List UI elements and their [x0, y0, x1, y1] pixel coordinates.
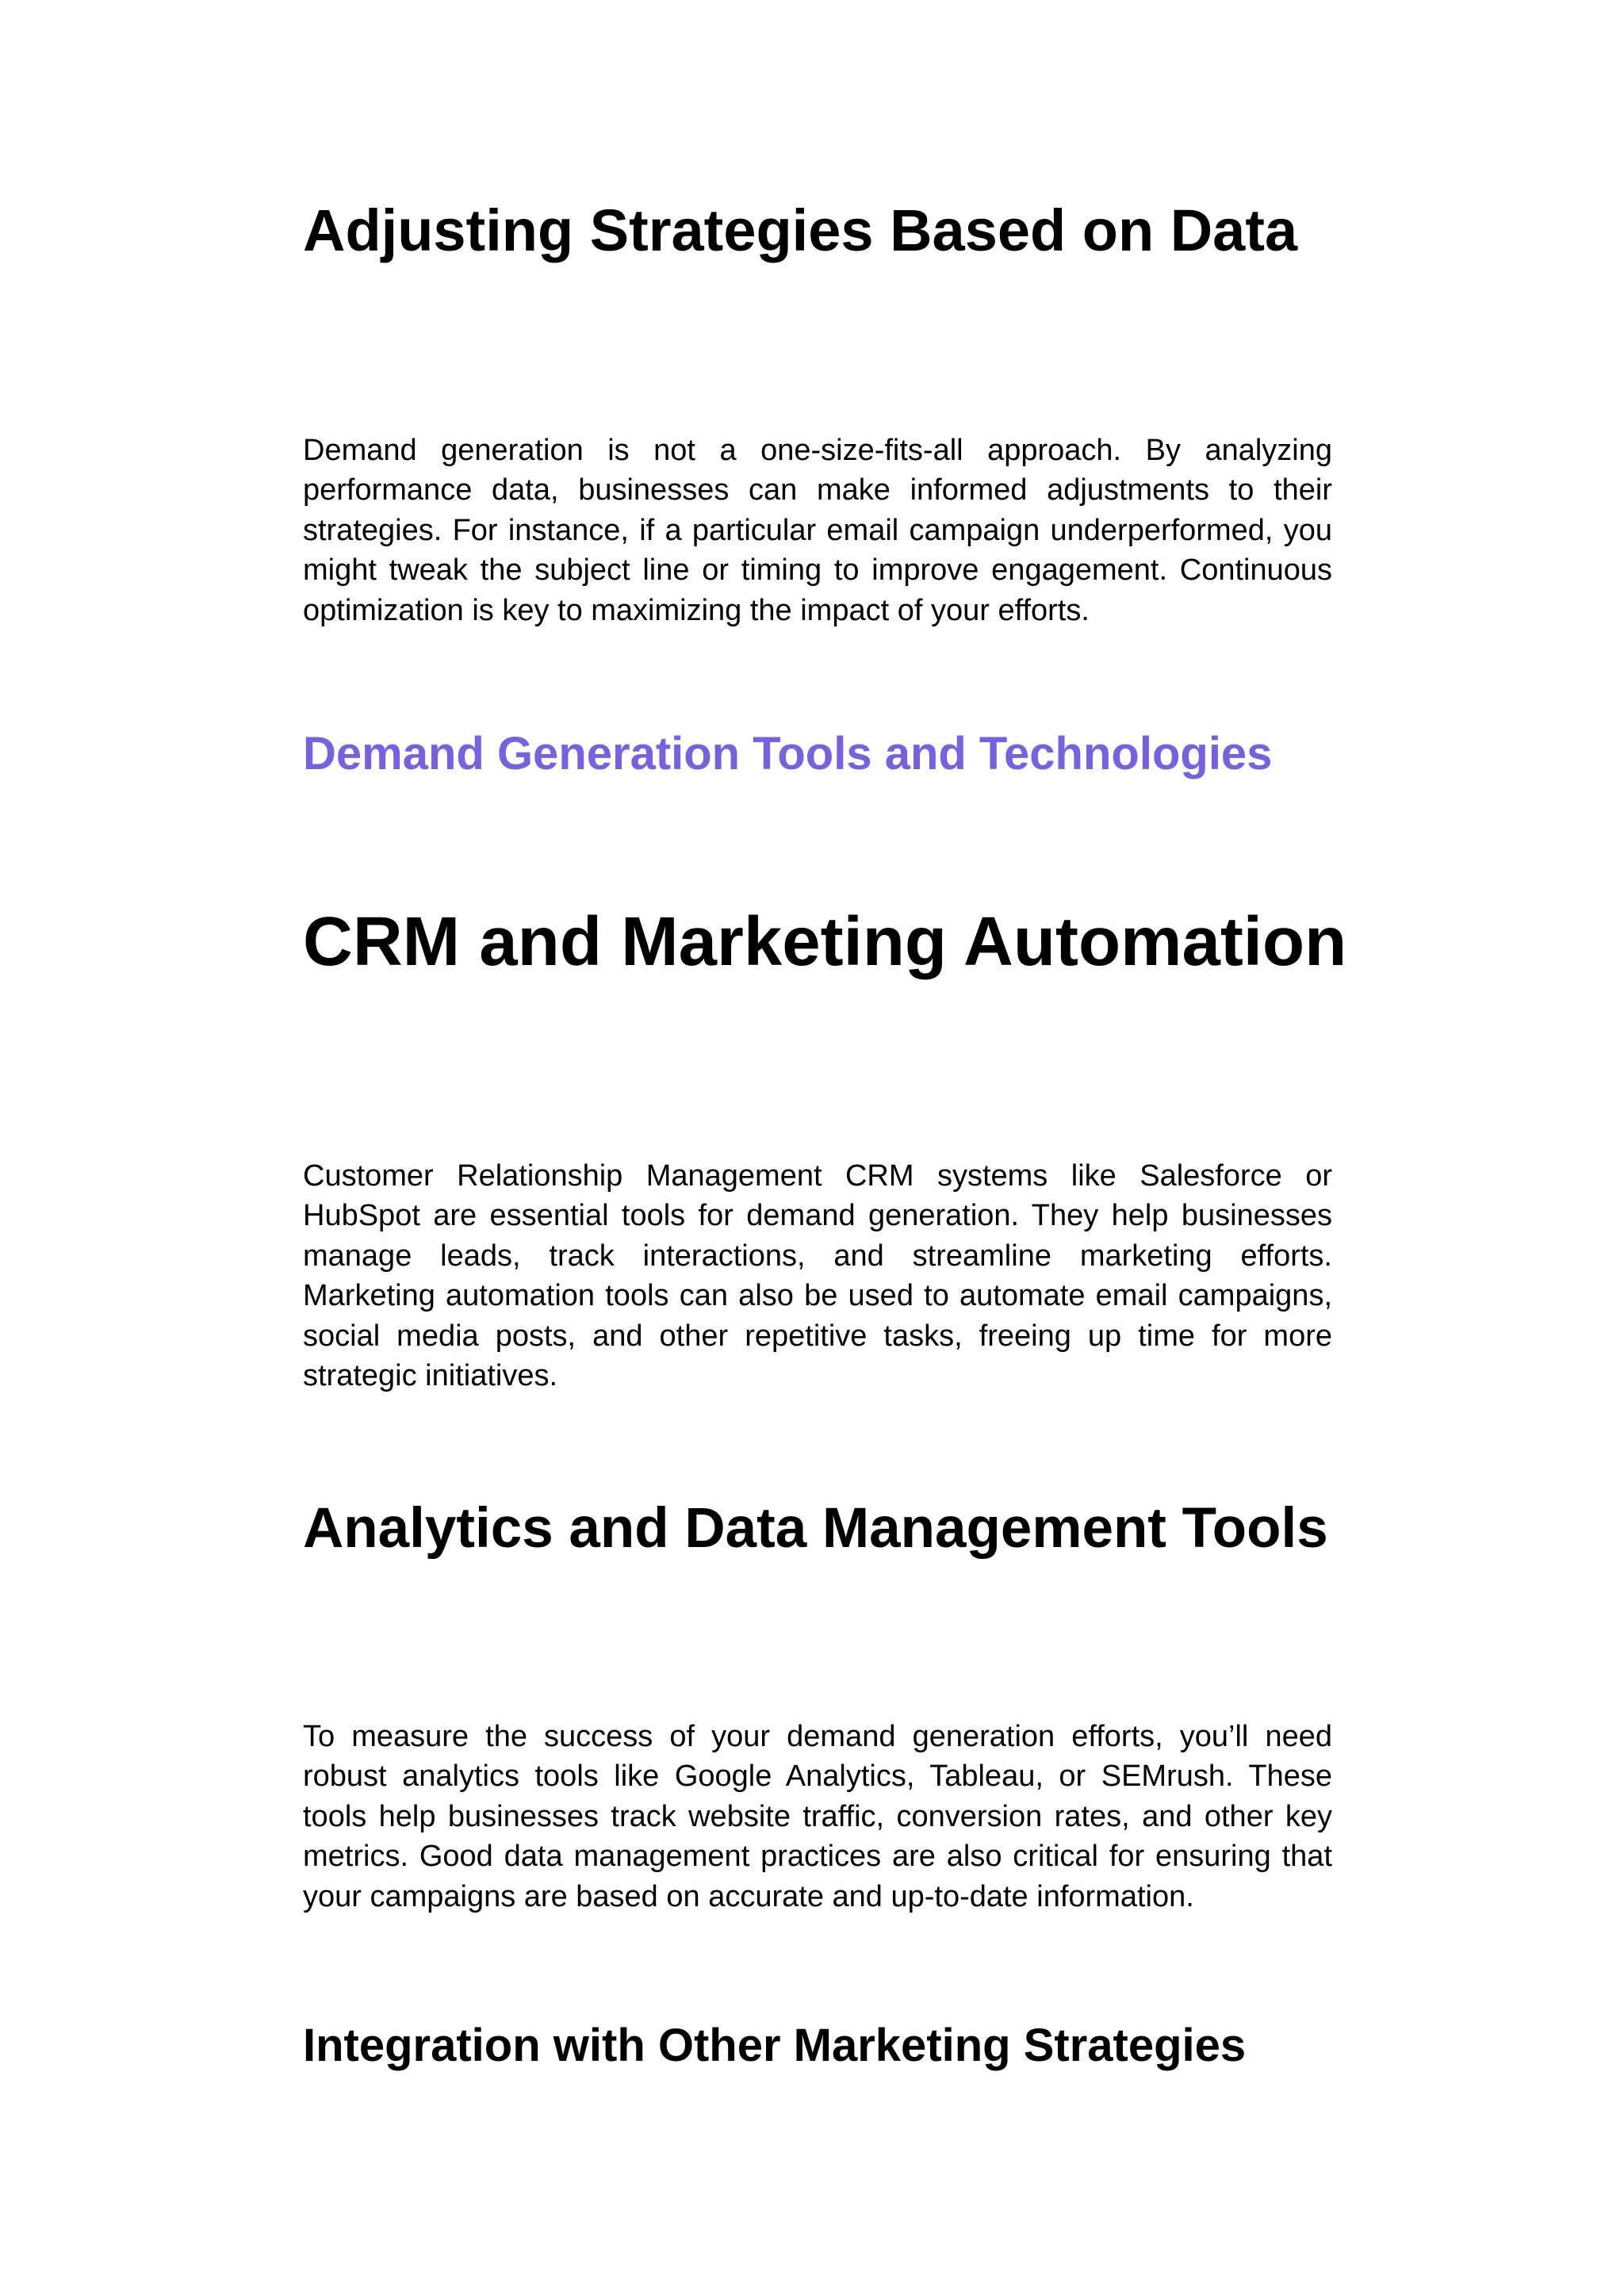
heading-demand-generation-tools: Demand Generation Tools and Technologies — [303, 728, 1273, 779]
heading-analytics-data-management: Analytics and Data Management Tools — [303, 1497, 1328, 1560]
heading-crm-marketing-automation: CRM and Marketing Automation — [303, 903, 1347, 980]
paragraph-analytics-data-management: To measure the success of your demand generation efforts, you’ll need robust analytics tools like Google Analytics, Tableau, or SEMrush. These tools help businesses track website traffic, conversion rates, and other key metrics. Good data management practices are also critical for ensuring that your campaigns are based on accurate and up-to-date information. — [303, 1720, 1332, 1913]
paragraph-crm-marketing-automation: Customer Relationship Management CRM systems like Salesforce or HubSpot are essential tools for demand generation. They help businesses manage leads, track interactions, and streamline marketing efforts. Marketing automation tools can also be used to automate email campaigns, social media posts, and other repetitive tasks, freeing up time for more strategic initiatives. — [303, 1159, 1332, 1393]
heading-integration-marketing-strategies: Integration with Other Marketing Strategies — [303, 2020, 1247, 2071]
heading-adjusting-strategies: Adjusting Strategies Based on Data — [303, 197, 1298, 263]
paragraph-adjusting-strategies: Demand generation is not a one-size-fits-all approach. By analyzing performance data, businesses can make informed adjustments to their strategies. For instance, if a particular email campaign underperformed, you might tweak the subject line or timing to improve engagement. Continuous optimization is key to maximizing the impact of your efforts. — [303, 434, 1332, 627]
